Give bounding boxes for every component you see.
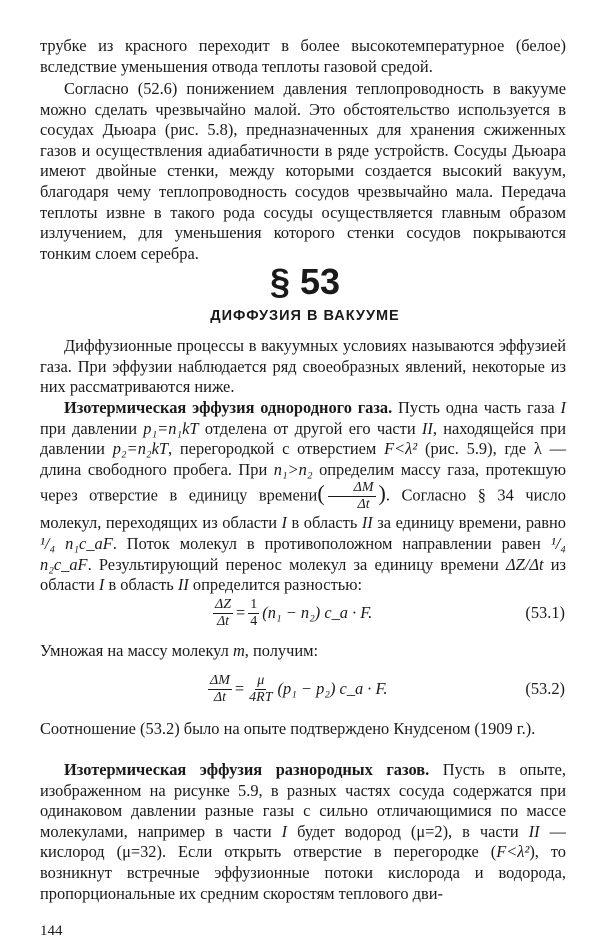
equation-coefficient: $\frac{\mu}{4RT}$: [249, 672, 273, 705]
equation-lhs-fraction: $\frac{\Delta Z}{\Delta t}$: [215, 596, 232, 629]
paragraph-heading: Изотермическая эффузия разнородных газов.: [64, 760, 430, 779]
paragraph-heterogeneous-effusion: Изотермическая эффузия разнородных газов. Пусть в опыте, изображенном на рисунке 5.9, в разных частях сосуда содержатся при одинаковом давлении разные газы с сильно отличающимися по массе молекулами, например в части I будет водород (μ=2), в части II — кислород (μ=32). Если открыть отверстие в перегородке (F<λ²), то возникнут встречные эффузионные потоки кислорода и водорода, пропорциональные их средним скоростям теплового дви-: [40, 760, 566, 903]
paragraph-knudsen: Соотношение (53.2) было на опыте подтверждено Кнудсеном (1909 г.).: [40, 719, 536, 738]
equation-coefficient: $\frac{1}{4}$: [250, 596, 258, 629]
paragraph-heading: Изотермическая эффузия однородного газа.: [64, 398, 393, 417]
equation-53-2: $\frac{\Delta M}{\Delta t}$ = $\frac{\mu}{4RT}$ (p₁ − p₂) c_a · F. (53.2): [210, 672, 565, 705]
equation-lhs-fraction: $\frac{\Delta M}{\Delta t}$: [210, 672, 230, 705]
equation-number: (53.1): [525, 603, 565, 622]
section-number: § 53: [269, 261, 341, 302]
page-number: 144: [40, 923, 63, 939]
paragraph-multiply-mass: Умножая на массу молекул m, получим:: [40, 641, 319, 660]
paragraph-dewar-vessels: Согласно (52.6) понижением давления теплопроводность в вакууме можно сделать чрезвычайно малой. Это обстоятельство используется в сосудах Дьюара (рис. 5.8), предназначенных для хранения сжиженных газов и осуществления адиабатичности в ряде устройств. Сосуды Дьюара имеют двойные стенки, между которыми создается высокий вакуум, благодаря чему теплопроводность сосудов чрезвычайно мала. Передача теплоты извне в такого рода сосуды осуществляется главным образом излучением, для уменьшения которого стенки сосудов покрываются тонким слоем серебра.: [40, 79, 566, 263]
paragraph-continuation: трубке из красного переходит в более высокотемпературное (белое) вследствие уменьшения отвода теплоты газовой средой.: [40, 36, 566, 76]
equation-number: (53.2): [525, 679, 565, 698]
inline-fraction: $\frac{\Delta M}{\Delta t}$: [328, 480, 376, 513]
equation-53-1: $\frac{\Delta Z}{\Delta t}$ = $\frac{1}{4}$ (n₁ − n₂) c_a · F. (53.1): [215, 596, 565, 629]
paragraph-homogeneous-effusion: Изотермическая эффузия однородного газа. Пусть одна часть газа I при давлении p₁=n₁kT отделена от другой его части II, находящейся при давлении p₂=n₂kT, перегородкой с отверстием F<λ² (рис. 5.9), где λ — длина свободного пробега. При n₁>n₂ определим массу газа, протекшую через отверстие в единицу времени( $\frac{\Delta M}{\Delta t}$ ). Согласно § 34 число молекул, переходящих из области I в область II за единицу времени, равно ¹/₄ n₁c_aF. Поток молекул в противоположном направлении равен ¹/₄ n₂c_aF. Результирующий перенос молекул за единицу времени ΔZ/Δt из области I в область II определится разностью:: [40, 398, 567, 595]
paragraph-effusion-intro: Диффузионные процессы в вакуумных условиях называются эффузией газа. При эффузии наблюдается ряд своеобразных явлений, некоторые из них рассматриваются ниже.: [40, 336, 566, 397]
section-title: ДИФФУЗИЯ В ВАКУУМЕ: [210, 308, 400, 324]
